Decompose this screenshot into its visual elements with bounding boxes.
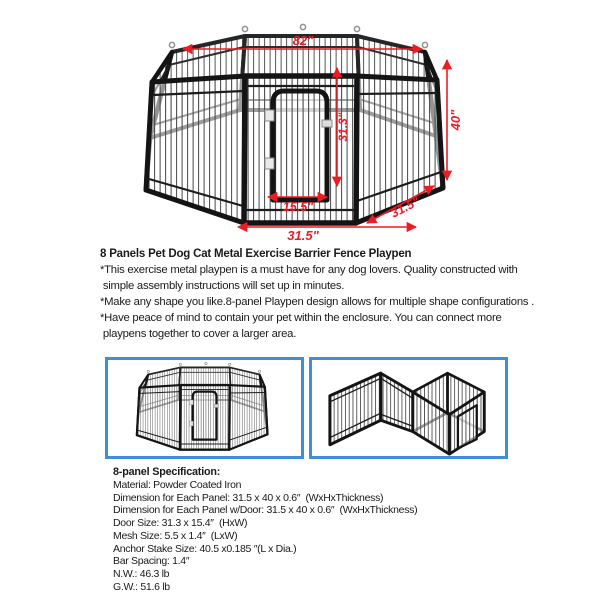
product-title: 8 Panels Pet Dog Cat Metal Exercise Barrier Fence Playpen — [100, 248, 412, 260]
main-product-diagram — [0, 0, 612, 245]
thumbnail-octagon-svg — [108, 360, 301, 456]
dimension-label-front-panel-width: 31.5" — [287, 228, 319, 243]
dimension-label-side-panel-width: 31.5" — [388, 194, 422, 221]
description-line: *Make any shape you like.8-panel Playpen design allows for multiple shape configurations . — [100, 296, 535, 308]
specification-block — [113, 466, 533, 593]
spec-line-anchor-stake-size: Anchor Stake Size: 40.5 x0.185 ″(L x Dia.) — [113, 542, 297, 555]
spec-line-material: Material: Powder Coated Iron — [113, 479, 242, 491]
description-line: playpens together to cover a larger area. — [100, 328, 297, 340]
dimension-label-door-height: 31.3" — [336, 112, 350, 142]
dimension-label-top-width: 82" — [292, 33, 314, 48]
description-block — [100, 246, 535, 342]
description-line: *Have peace of mind to contain your pet within the enclosure. You can connect more — [100, 312, 502, 324]
description-line: *This exercise metal playpen is a must have for any dog lovers. Quality constructed with — [100, 264, 518, 276]
spec-line-net-weight: N.W.: 46.3 lb — [113, 567, 170, 580]
dimension-label-height: 40" — [448, 109, 463, 131]
thumbnail-lshape-svg — [312, 360, 505, 456]
thumbnail-lshape-configuration — [309, 357, 508, 459]
spec-line-panel-door-dimension: Dimension for Each Panel w/Door: 31.5 x 40 x 0.6″ (WxHxThickness) — [113, 504, 418, 517]
lshape-pen — [330, 373, 484, 454]
spec-line-mesh-size: Mesh Size: 5.5 x 1.4″ (LxW) — [113, 529, 238, 542]
description-line: simple assembly instructions will set up in minutes. — [100, 280, 345, 292]
spec-line-bar-spacing: Bar Spacing: 1.4″ — [113, 555, 190, 568]
spec-line-gross-weight: G.W.: 51.6 lb — [113, 580, 170, 593]
dimension-label-door-width: 15.5" — [282, 200, 314, 214]
spec-line-door-size: Door Size: 31.3 x 15.4″ (HxW) — [113, 517, 248, 530]
spec-line-panel-dimension: Dimension for Each Panel: 31.5 x 40 x 0.6″ (WxHxThickness) — [113, 491, 384, 504]
specification-heading: 8-panel Specification: — [113, 466, 221, 478]
thumbnail-octagon-configuration — [105, 357, 304, 459]
